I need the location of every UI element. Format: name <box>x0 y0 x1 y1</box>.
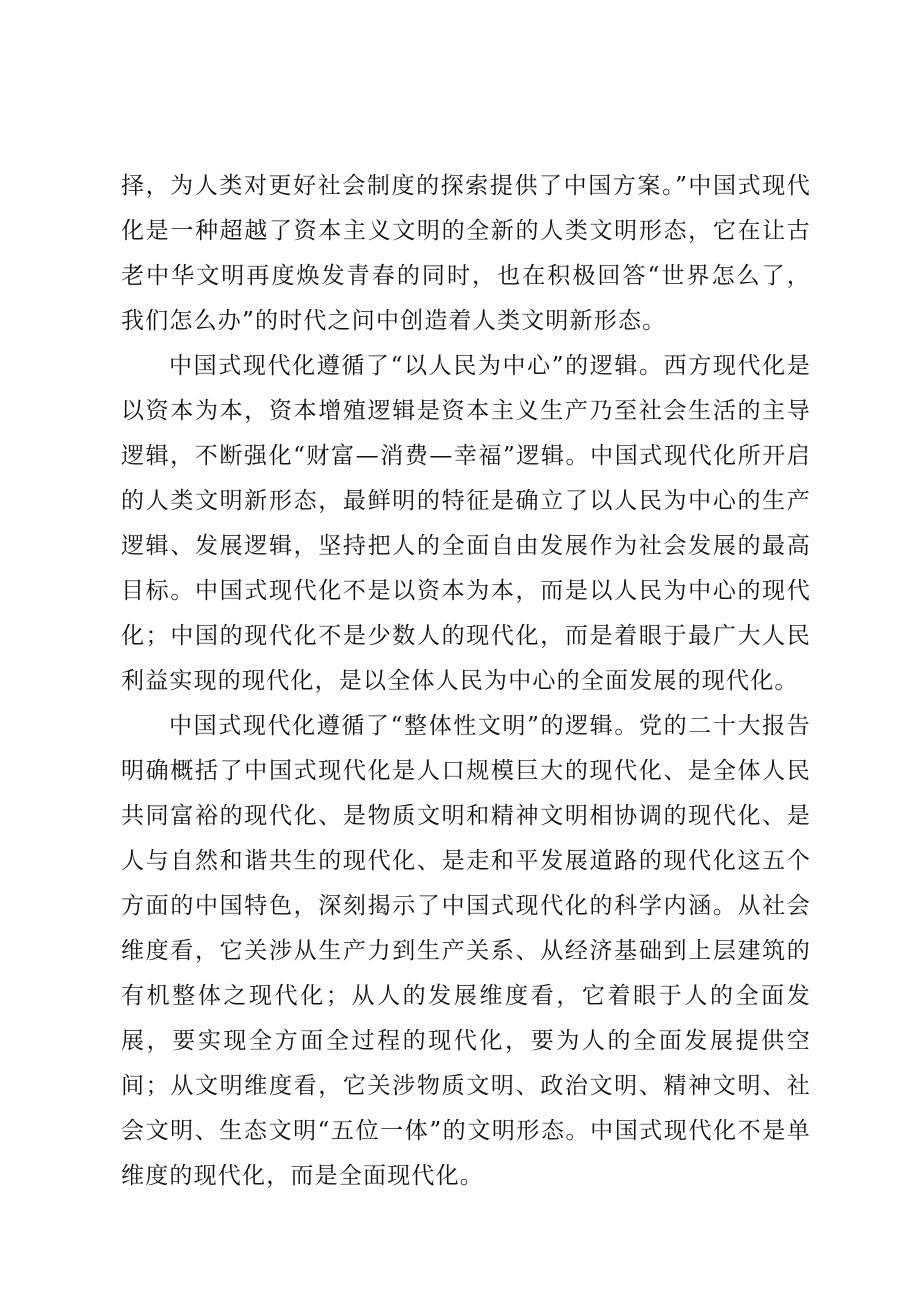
paragraph-continuation: 择，为人类对更好社会制度的探索提供了中国方案。”中国式现代化是一种超越了资本主义文明的全新的人类文明形态，它在让古老中华文明再度焕发青春的同时，也在积极回答“世界怎么了，我们怎么办”的时代之问中创造着人类文明新形态。 <box>121 173 811 334</box>
paragraph-holistic-civilization: 中国式现代化遵循了“整体性文明”的逻辑。党的二十大报告明确概括了中国式现代化是人口规模巨大的现代化、是全体人民共同富裕的现代化、是物质文明和精神文明相协调的现代化、是人与自然和谐共生的现代化、是走和平发展道路的现代化这五个方面的中国特色，深刻揭示了中国式现代化的科学内涵。从社会维度看，它关涉从生产力到生产关系、从经济基础到上层建筑的有机整体之现代化；从人的发展维度看，它着眼于人的全面发展，要实现全方面全过程的现代化，要为人的全面发展提供空间；从文明维度看，它关涉物质文明、政治文明、精神文明、社会文明、生态文明“五位一体”的文明形态。中国式现代化不是单维度的现代化，而是全面现代化。 <box>121 713 811 1189</box>
document-body <box>121 164 811 1199</box>
paragraph-people-centered: 中国式现代化遵循了“以人民为中心”的逻辑。西方现代化是以资本为本，资本增殖逻辑是资本主义生产乃至社会生活的主导逻辑，不断强化“财富—消费—幸福”逻辑。中国式现代化所开启的人类文明新形态，最鲜明的特征是确立了以人民为中心的生产逻辑、发展逻辑，坚持把人的全面自由发展作为社会发展的最高目标。中国式现代化不是以资本为本，而是以人民为中心的现代化；中国的现代化不是少数人的现代化，而是着眼于最广大人民利益实现的现代化，是以全体人民为中心的全面发展的现代化。 <box>121 353 811 694</box>
